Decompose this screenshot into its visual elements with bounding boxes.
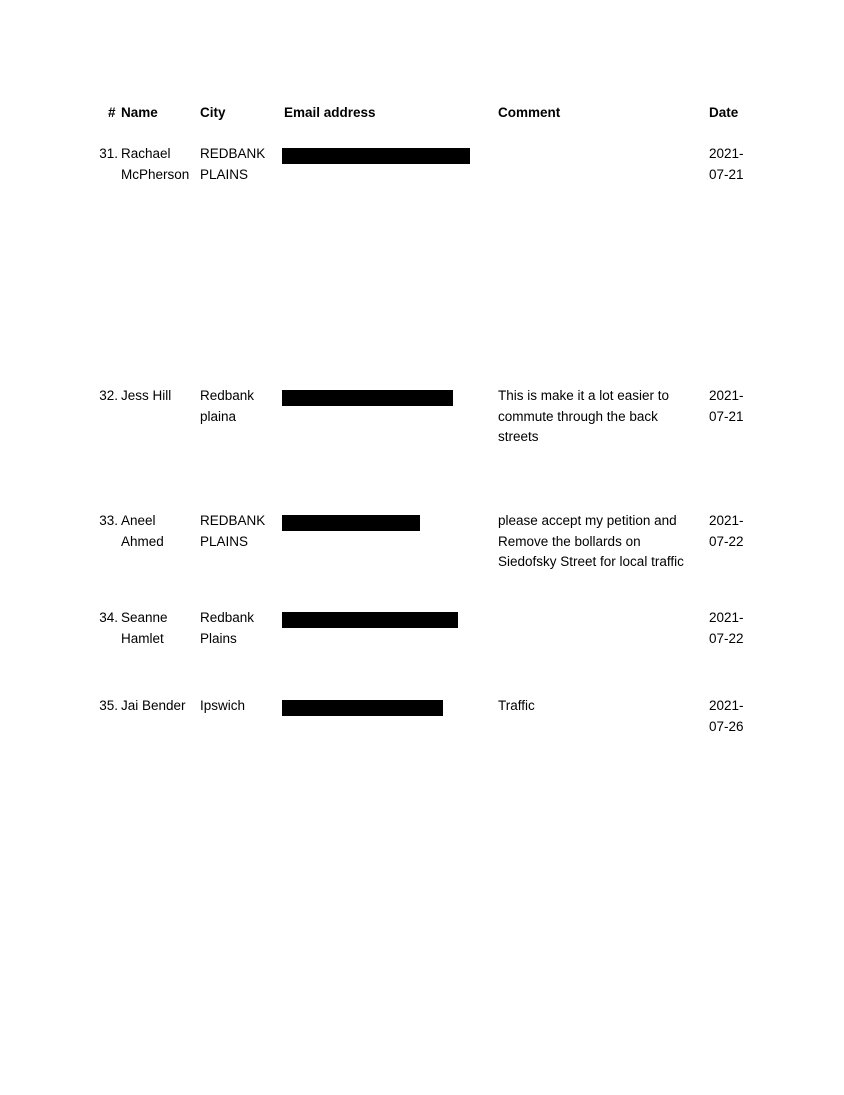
header-comment: Comment [498, 105, 561, 120]
header-date: Date [709, 105, 739, 120]
row-name: Rachael McPherson [121, 146, 190, 182]
row-date: 2021- 07-21 [709, 388, 744, 424]
row-date: 2021- 07-22 [709, 513, 744, 549]
row-comment: please accept my petition and Remove the bollards on Siedofsky Street for local traffic [498, 513, 684, 569]
email-redaction [282, 515, 420, 531]
row-city: REDBANK PLAINS [200, 513, 266, 549]
email-redaction [282, 700, 443, 716]
email-redaction [282, 390, 453, 406]
row-number: 35. [99, 698, 118, 713]
row-comment: This is make it a lot easier to commute through the back streets [498, 388, 670, 444]
header-city: City [200, 105, 226, 120]
row-city: Ipswich [200, 698, 246, 713]
row-number: 31. [99, 146, 118, 161]
row-city: REDBANK PLAINS [200, 146, 266, 182]
header-hash: # [108, 105, 116, 120]
email-redaction [282, 148, 470, 164]
row-city: Redbank Plains [200, 610, 255, 646]
row-date: 2021- 07-26 [709, 698, 744, 734]
row-date: 2021- 07-22 [709, 610, 744, 646]
header-email: Email address [284, 105, 376, 120]
row-name: Jai Bender [121, 698, 186, 713]
row-number: 34. [99, 610, 118, 625]
header-name: Name [121, 105, 158, 120]
row-date: 2021- 07-21 [709, 146, 744, 182]
row-city: Redbank plaina [200, 388, 255, 424]
row-name: Seanne Hamlet [121, 610, 168, 646]
row-name: Jess Hill [121, 388, 172, 403]
row-number: 32. [99, 388, 118, 403]
row-name: Aneel Ahmed [121, 513, 164, 549]
row-comment: Traffic [498, 698, 535, 713]
email-redaction [282, 612, 458, 628]
row-number: 33. [99, 513, 118, 528]
